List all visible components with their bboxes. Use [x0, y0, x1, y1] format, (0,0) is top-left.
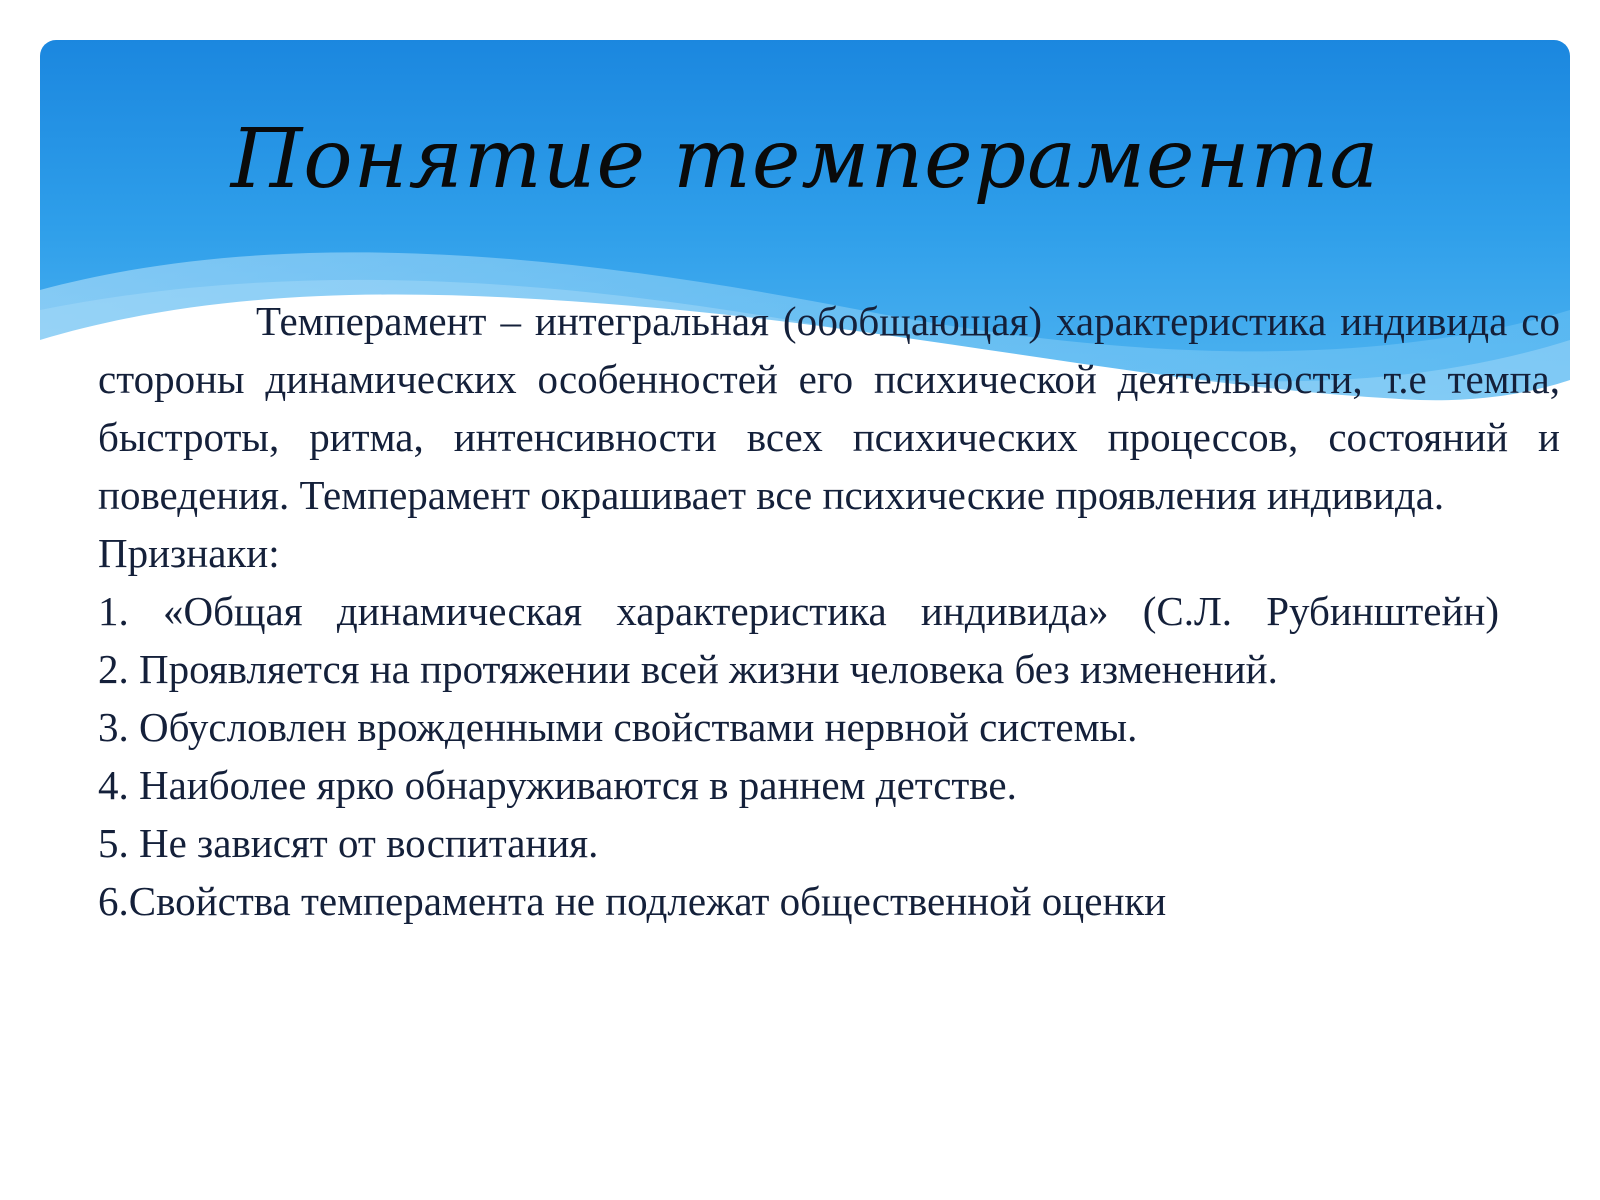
sign-item: 3. Обусловлен врожденными свойствами нервной системы. — [98, 704, 1138, 750]
sign-item: 6.Свойства темперамента не подлежат общественной оценки — [98, 878, 1167, 924]
sign-item: 1. «Общая динамическая характеристика индивида» (С.Л. Рубинштейн) — [98, 588, 1499, 634]
signs-heading: Признаки: — [98, 530, 280, 576]
slide-title: Понятие темперамента — [230, 112, 1380, 207]
sign-item: 2. Проявляется на протяжении всей жизни человека без изменений. — [98, 646, 1278, 692]
sign-item: 5. Не зависят от воспитания. — [98, 820, 599, 866]
signs-list — [98, 582, 1560, 930]
sign-item: 4. Наиболее ярко обнаруживаются в раннем детстве. — [98, 762, 1017, 808]
definition-paragraph: Темперамент – интегральная (обобщающая) характеристика индивида со стороны динамических особенностей его психической деятельности, т.е темпа, быстроты, ритма, интенсивности всех психических процессов, состояний и поведения. Темперамент окрашивает все психические проявления индивида. — [98, 298, 1560, 518]
slide-body — [98, 292, 1560, 930]
